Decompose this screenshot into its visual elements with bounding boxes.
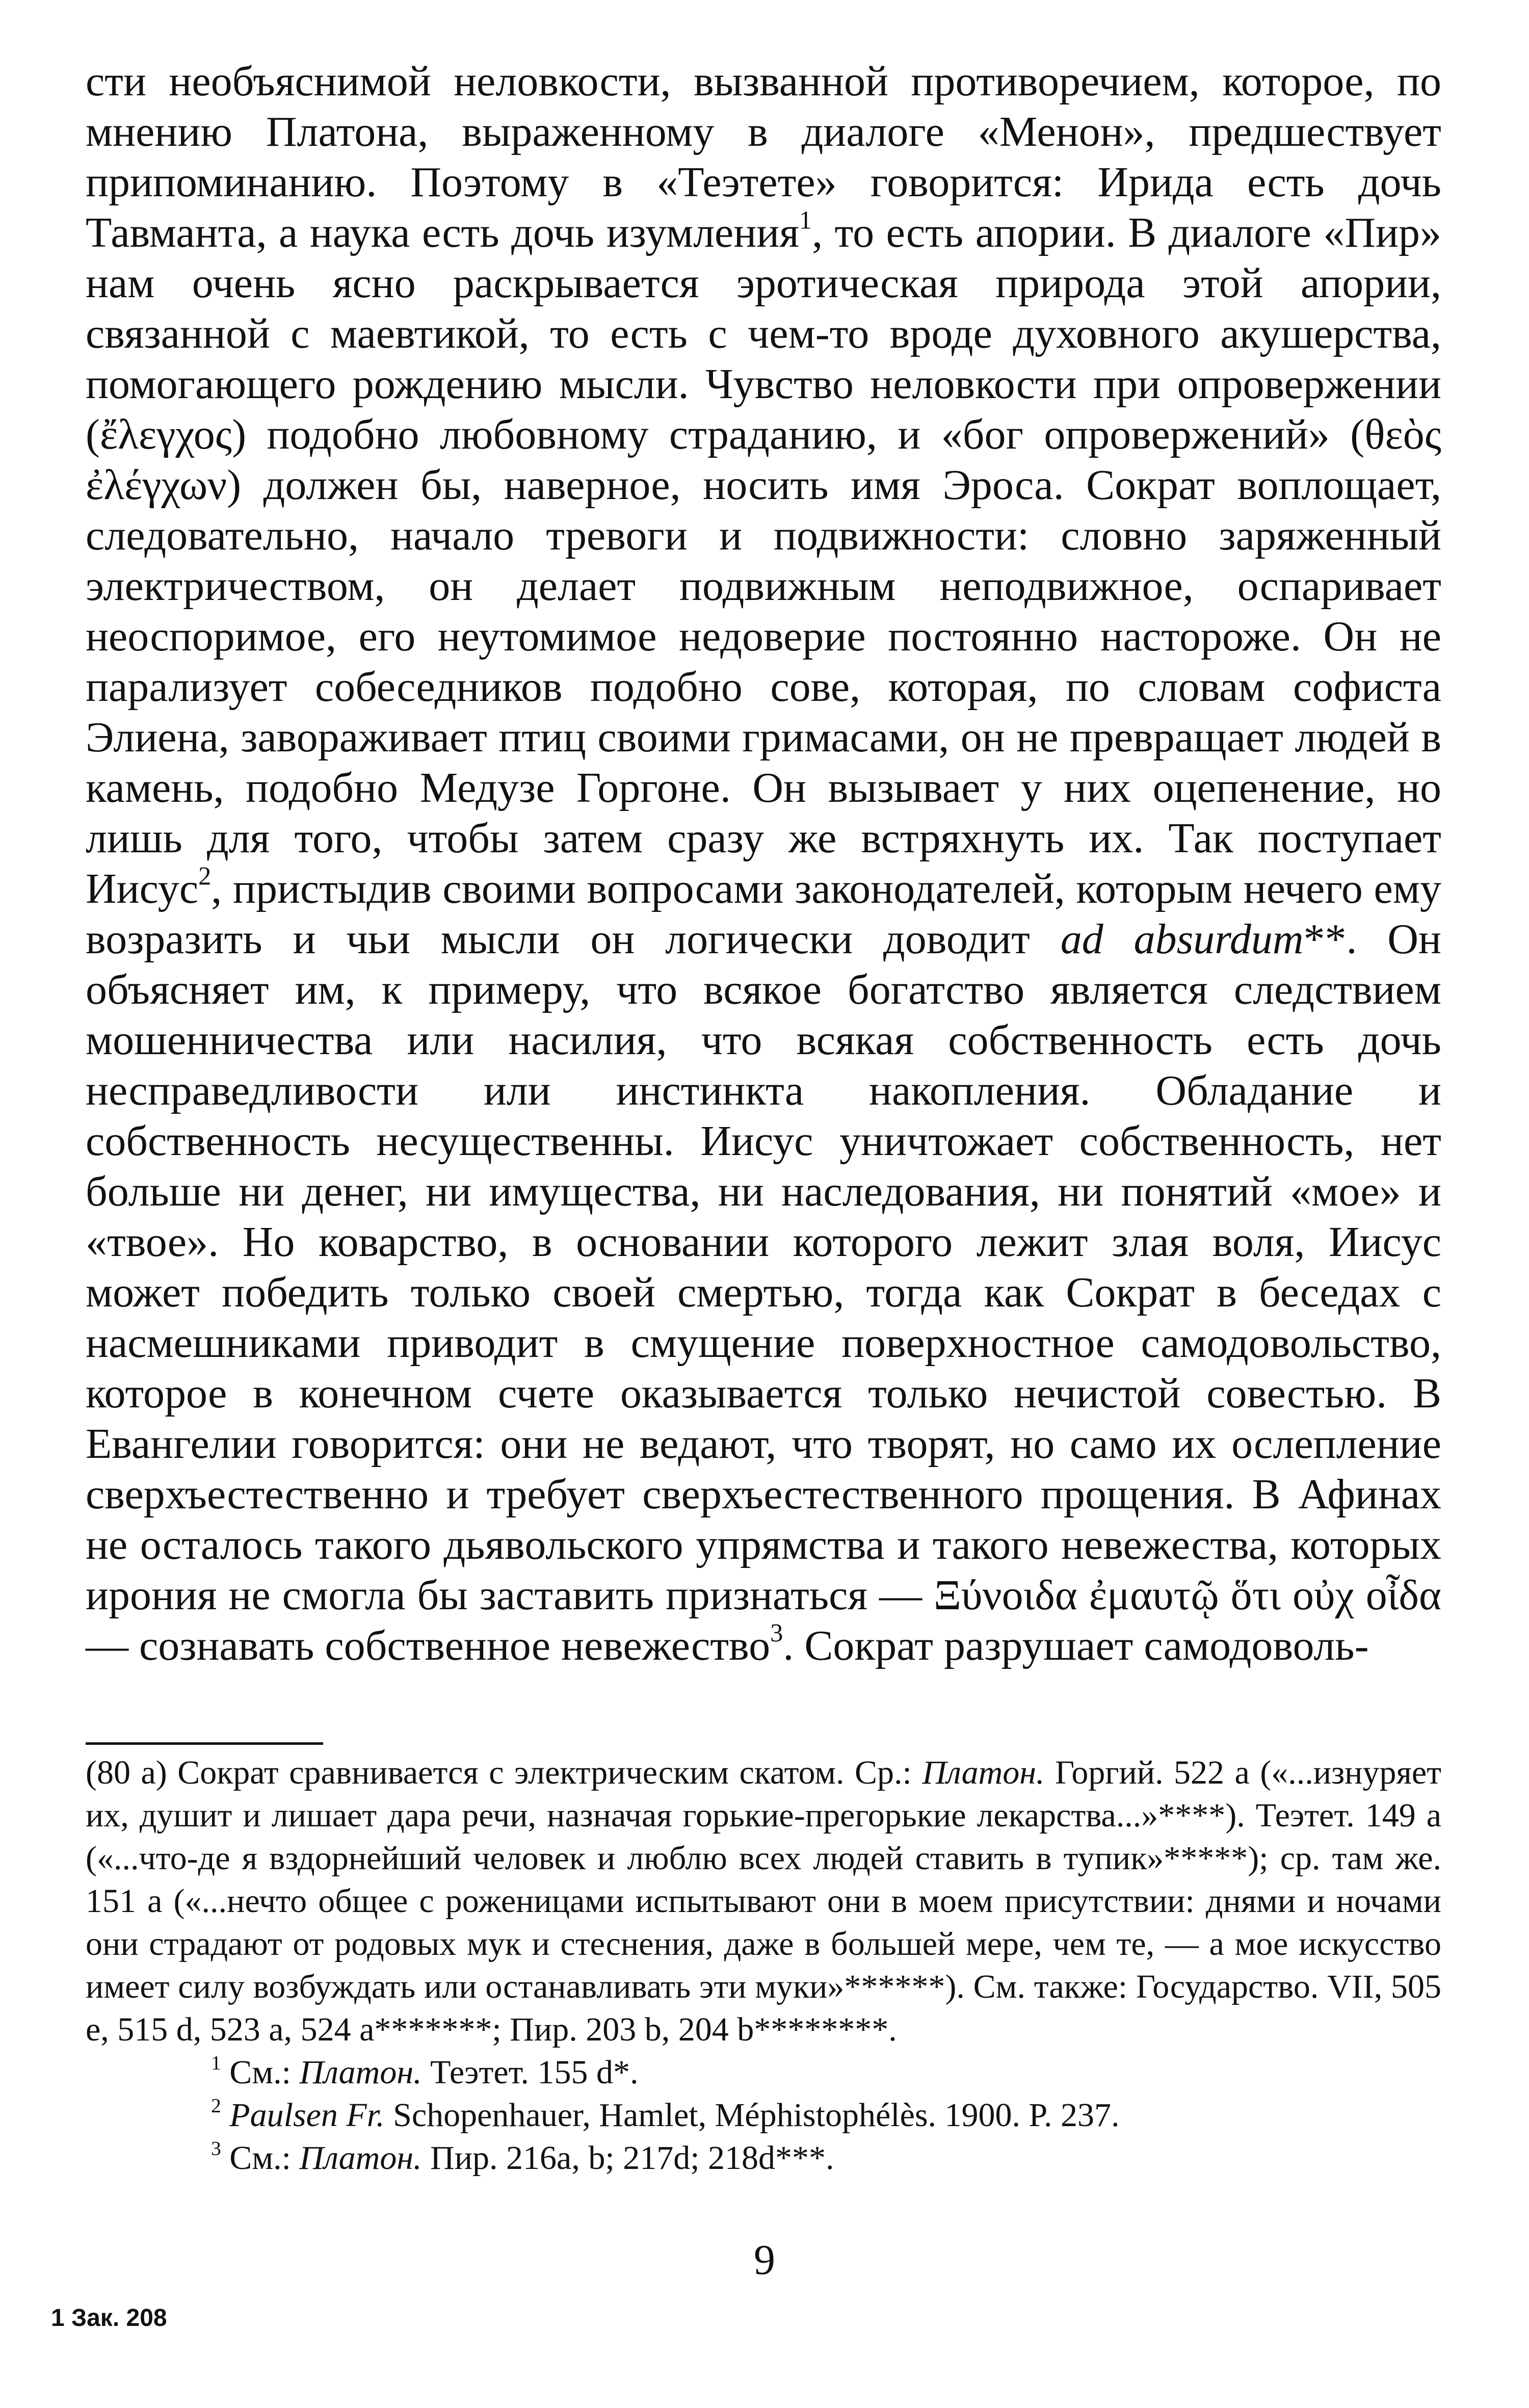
main-text bbox=[86, 56, 1441, 1671]
footnotes bbox=[86, 1751, 1441, 2180]
print-signature: 1 Зак. 208 bbox=[51, 2305, 167, 2332]
page-number: 9 bbox=[754, 2236, 775, 2284]
main-text-part: , пристыдив своими вопросами законодателей, которым нечего ему возразить и чьи мысли он логически доводит bbox=[86, 865, 1441, 963]
footnote-ref-2: 2 bbox=[198, 861, 212, 891]
footnote-ref-1: 1 bbox=[799, 205, 812, 234]
main-text-part: , то есть апории. В диалоге «Пир» нам очень ясно раскрывается эротическая природа этой апории, связанной с маевтикой, то есть с чем-то вроде духовного акушерства, помогающего рождению мысли. Чувство неловкости при опровержении (ἔλεγχος) подобно любовному страданию, и «бог опровержений» (θεὸς ἐλέγχων) должен бы, наверное, носить имя Эроса. Сократ воплощает, следовательно, начало тревоги и подвижности: словно заряженный электричеством, он делает подвижным неподвижное, оспаривает неоспоримое, его неутомимое недоверие постоянно настороже. Он не парализует собеседников подобно сове, которая, по словам софиста Элиена, завораживает птиц своими гримасами, он не превращает людей в камень, подобно Медузе Горгоне. Он вызывает у них оцепенение, но лишь для того, чтобы затем сразу же встряхнуть их. Так поступает Иисус bbox=[86, 209, 1441, 912]
footnote-ref-3: 3 bbox=[770, 1618, 783, 1647]
footnote-3: $^3$ См.: Платон. Пир. 216а, b; 217d; 218d***. bbox=[211, 2137, 834, 2177]
main-text-part: . Сократ разрушает самодоволь- bbox=[783, 1622, 1369, 1669]
footnote-1: $^1$ См.: Платон. Теэтет. 155 d*. bbox=[211, 2051, 639, 2091]
main-text-part: **. Он объясняет им, к примеру, что всякое богатство является следствием мошенничества или насилия, что всякая собственность есть дочь несправедливости или инстинкта накопления. Обладание и собственность несущественны. Иисус уничтожает собственность, нет больше ни денег, ни имущества, ни наследования, ни понятий «мое» и «твое». Но коварство, в основании которого лежит злая воля, Иисус может победить только своей смертью, тогда как Сократ в беседах с насмешниками приводит в смущение поверхностное самодовольство, которое в конечном счете оказывается только нечистой совестью. В Евангелии говорится: они не ведают, что творят, но само их ослепление сверхъестественно и требует сверхъестественного прощения. В Афинах не осталось такого дьявольского упрямства и такого невежества, которых ирония не смогла бы заставить признаться — Ξύνοιδα ἐμαυτῷ ὅτι οὐχ οἶδα — сознавать собственное невежество bbox=[86, 915, 1441, 1669]
latin-phrase: ad absurdum bbox=[1060, 915, 1304, 963]
main-text-part: сти необъяснимой неловкости, вызванной противоречием, которое, по мнению Платона, выраженному в диалоге «Менон», предшествует припоминанию. Поэтому в «Теэтете» говорится: Ирида есть дочь Тавманта, а наука есть дочь изумления bbox=[86, 58, 1441, 256]
endnote-80: (80 а) Сократ сравнивается с электрическим скатом. Ср.: Платон. Горгий. 522 а («...изнуряет их, душит и лишает дара речи, назначая горькие-прегорькие лекарства...»****). Теэтет. 149 а («...что-де я вздорнейший человек и люблю всех людей ставить в тупик»*****); ср. там же. 151 а («...нечто общее с роженицами испытывают они в моем присутствии: днями и ночами они страдают от родовых мук и стеснения, даже в большей мере, чем те, — а мое искусство имеет силу возбуждать или останавливать эти муки»******). См. также: Государство. VII, 505 е, 515 d, 523 а, 524 а*******; Пир. 203 b, 204 b********. bbox=[86, 1754, 1441, 2048]
footnote-2: $^2$ Paulsen Fr. Schopenhauer, Hamlet, Méphistophélès. 1900. P. 237. bbox=[211, 2094, 1120, 2134]
footnote-separator bbox=[86, 1742, 323, 1745]
